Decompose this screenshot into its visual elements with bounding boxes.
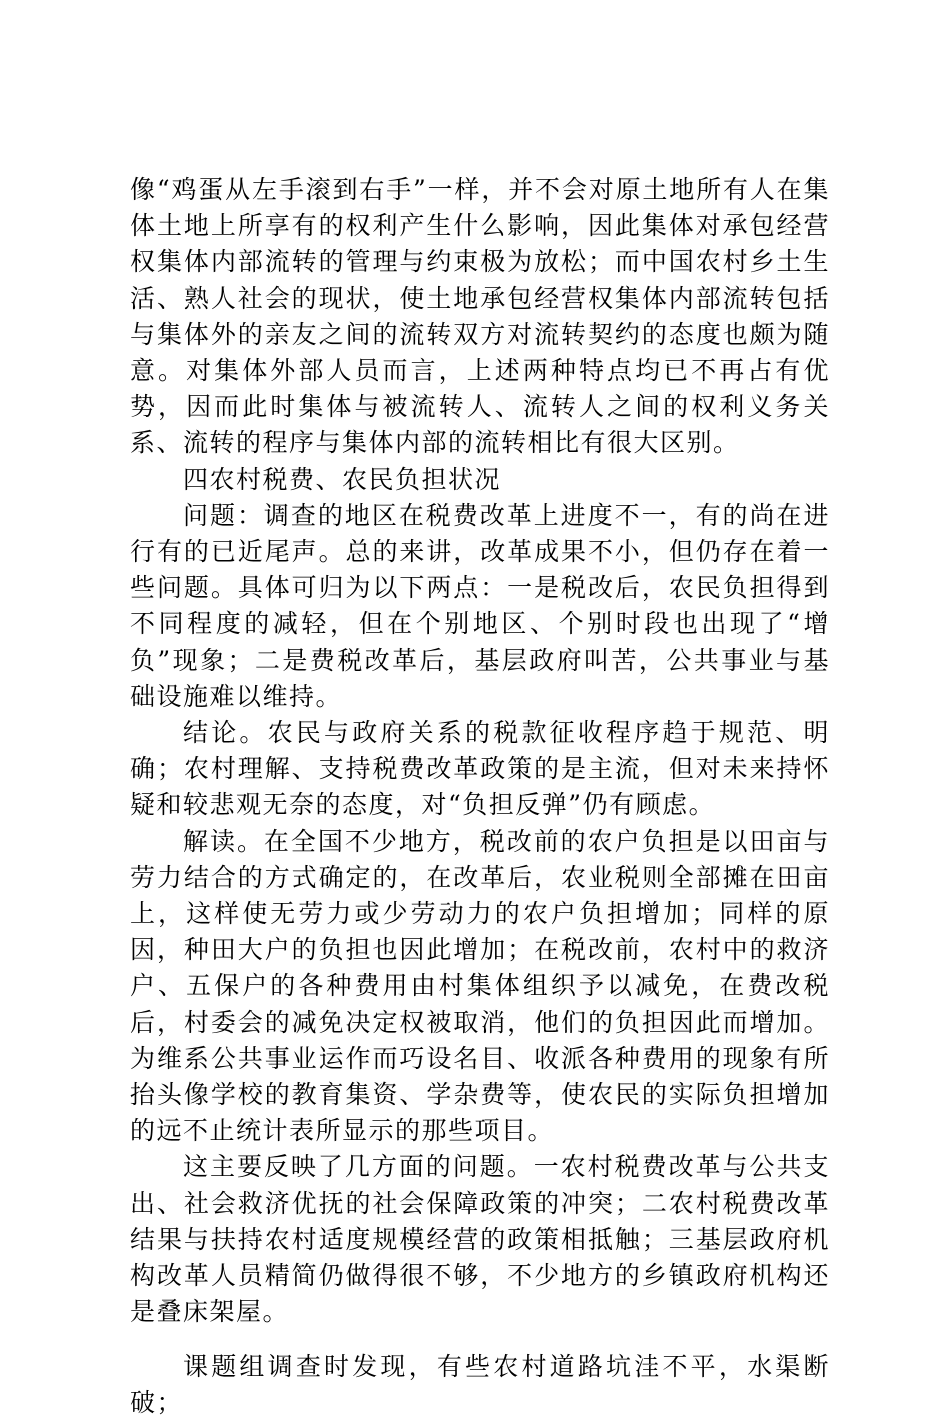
paragraph-interpretation: 解读。在全国不少地方，税改前的农户负担是以田亩与劳力结合的方式确定的，在改革后，农业税则全部摊在田亩上，这样使无劳力或少劳动力的农户负担增加；同样的原因，种田大户的负担也因此增加；在税改前，农村中的救济户、五保户的各种费用由村集体组织予以减免，在费改税后，村委会的减免决定权被取消，他们的负担因此而增加。为维系公共事业运作而巧设名目、收派各种费用的现象有所抬头像学校的教育集资、学杂费等，使农民的实际负担增加的远不止统计表所显示的那些项目。 xyxy=(130,826,830,1146)
document-body xyxy=(130,172,830,1421)
paragraph-survey-findings: 课题组调查时发现，有些农村道路坑洼不平，水渠断破； xyxy=(130,1351,830,1417)
section-heading-rural-taxes: 四农村税费、农民负担状况 xyxy=(183,464,502,494)
paragraph-conclusion: 结论。农民与政府关系的税款征收程序趋于规范、明确；农村理解、支持税费改革政策的是主流，但对未来持怀疑和较悲观无奈的态度，对“负担反弹”仍有顾虑。 xyxy=(130,718,830,820)
paragraph-problem: 问题：调查的地区在税费改革上进度不一，有的尚在进行有的已近尾声。总的来讲，改革成果不小，但仍存在着一些问题。具体可归为以下两点：一是税改后，农民负担得到不同程度的减轻，但在个别地区、个别时段也出现了“增负”现象；二是费税改革后，基层政府叫苦，公共事业与基础设施难以维持。 xyxy=(130,500,830,711)
paragraph-land-transfer: 像“鸡蛋从左手滚到右手”一样，并不会对原土地所有人在集体土地上所享有的权利产生什么影响，因此集体对承包经营权集体内部流转的管理与约束极为放松；而中国农村乡土生活、熟人社会的现状，使土地承包经营权集体内部流转包括与集体外的亲友之间的流转双方对流转契约的态度也颇为随意。对集体外部人员而言，上述两种特点均已不再占有优势，因而此时集体与被流转人、流转人之间的权利义务关系、流转的程序与集体内部的流转相比有很大区别。 xyxy=(130,175,830,458)
paragraph-gap xyxy=(130,1331,830,1349)
paragraph-issues-summary: 这主要反映了几方面的问题。一农村税费改革与公共支出、社会救济优抚的社会保障政策的冲突；二农村税费改革结果与扶持农村适度规模经营的政策相抵触；三基层政府机构改革人员精简仍做得很不够，不少地方的乡镇政府机构还是叠床架屋。 xyxy=(130,1152,830,1327)
